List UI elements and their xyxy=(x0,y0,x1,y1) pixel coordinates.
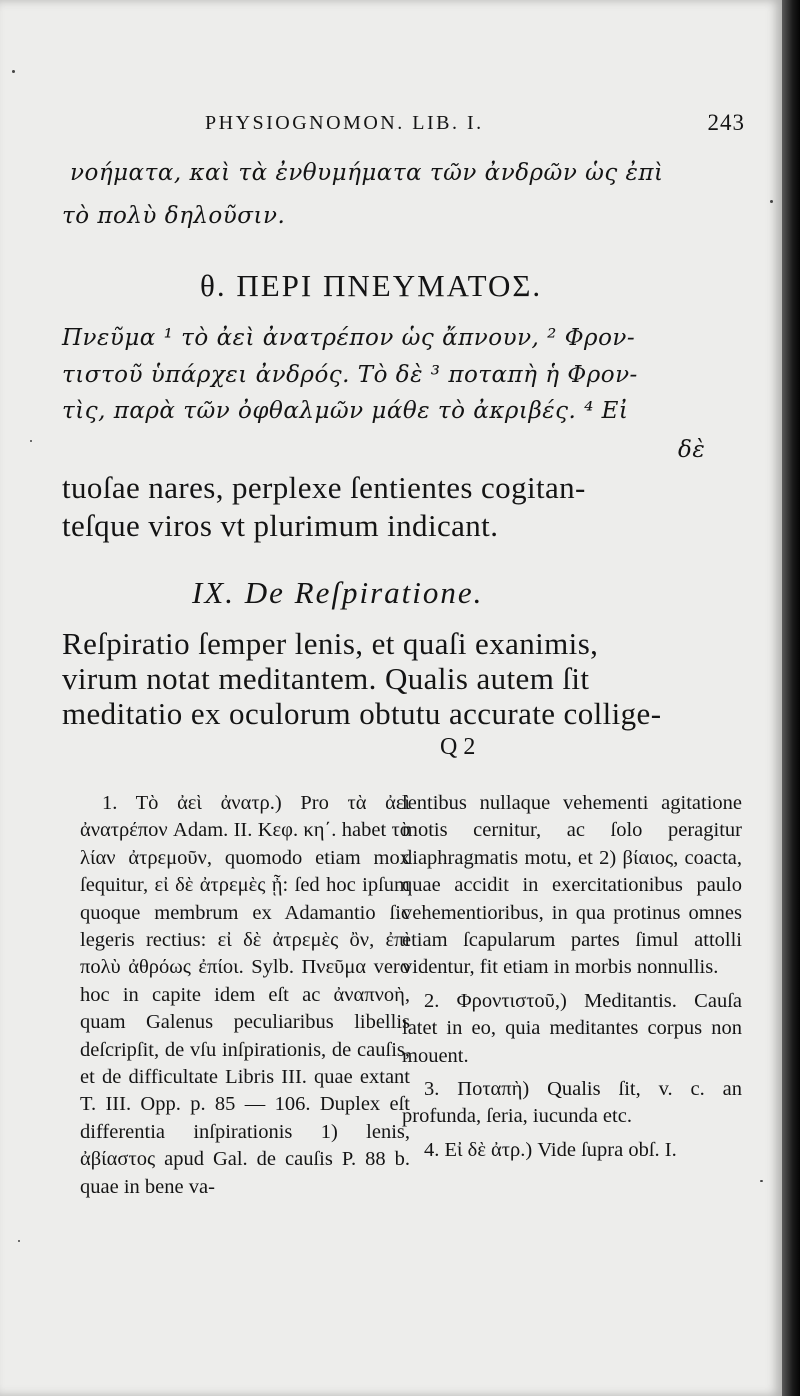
page-header xyxy=(205,112,745,146)
footnotes-left-column xyxy=(80,790,410,1207)
latin-line-4: virum notat meditantem. Qualis autem ſit xyxy=(62,661,590,696)
footnote-4: 4. Εἰ δὲ ἀτρ.) Vide ſupra obſ. I. xyxy=(424,1138,677,1161)
footnote-1-continued: lentibus nullaque vehementi agitatione motis cernitur, ac ſolo peragitur diaphragmatis motu, et 2) βίαιος, coacta, quae accidit in exercitationibus paulo vehementioribus, in qua protinus omnes etiam ſcapularum partes ſimul attolli videntur, fit etiam in morbis nonnullis. xyxy=(402,792,742,979)
page-edge-shadow xyxy=(782,0,800,1396)
paper-speck xyxy=(770,200,773,203)
running-title: PHYSIOGNOMON. LIB. I. xyxy=(205,112,484,134)
footnote-1: 1. Τὸ ἀεὶ ἀνατρ.) Pro τὰ ἀεὶ ἀνατρέπον Adam. II. Κεφ. κη΄. habet τὸ λίαν ἀτρεμοῦν, quomodo etiam mox ſequitur, εἰ δὲ ἀτρεμὲς ᾖ: ſed hoc ipſum quoque membrum ex Adamantio ſic legeris rectius: εἰ δὲ ἀτρεμὲς ὂν, ἐπὶ πολὺ ἀθρόως ἐπίοι. Sylb. Πνεῦμα vero hoc in capite idem eſt ac ἀναπνοὴ, quam Galenus peculiaribus libellis deſcripſit, de vſu inſpirationis, de cauſis, et de difficultate Libris III. quae extant T. III. Opp. p. 85 — 106. Duplex eſt differentia inſpirationis 1) lenis, ἀβίαστος apud Gal. de cauſis P. 88 b. quae in bene va- xyxy=(80,792,410,1198)
greek-line-1: νοήματα, καὶ τὰ ἐνθυμήματα τῶν ἀνδρῶν ὡς ἐπὶ xyxy=(70,160,664,186)
paper-speck xyxy=(18,1240,20,1242)
paper-speck xyxy=(760,1180,763,1182)
latin-line-3: Reſpiratio ſemper lenis, et quaſi exanimis, xyxy=(62,626,599,661)
footnote-3: 3. Ποταπὴ) Qualis ſit, v. c. an profunda, ſeria, iucunda etc. xyxy=(402,1078,742,1128)
greek-line-5: τὶς, παρὰ τῶν ὀφθαλμῶν μάθε τὸ ἀκριβές. ⁴ Εἰ xyxy=(62,398,629,424)
footnotes-right-column xyxy=(402,790,742,1170)
greek-line-2: τὸ πολὺ δηλοῦσιν. xyxy=(62,203,286,229)
paper-speck xyxy=(30,440,32,442)
greek-line-4: τιστοῦ ὑπάρχει ἀνδρός. Τὸ δὲ ³ ποταπὴ ἡ Φρον- xyxy=(62,362,638,388)
paper-speck xyxy=(12,70,15,73)
latin-line-1: tuoſae nares, perplexe ſentientes cogitan- xyxy=(62,470,586,505)
page-number: 243 xyxy=(707,110,745,135)
signature-mark: Q 2 xyxy=(440,734,476,760)
footnote-2: 2. Φροντιστοῦ,) Meditantis. Cauſa latet in eo, quia meditantes corpus non mouent. xyxy=(402,989,742,1067)
latin-section-heading: IX. De Reſpiratione. xyxy=(192,575,484,610)
greek-line-3: Πνεῦμα ¹ τὸ ἀεὶ ἀνατρέπον ὡς ἄπνουν, ² Φρον- xyxy=(62,325,636,351)
greek-catchword: δὲ xyxy=(678,437,706,463)
latin-line-2: teſque viros vt plurimum indicant. xyxy=(62,508,499,543)
latin-line-5: meditatio ex oculorum obtutu accurate collige- xyxy=(62,696,662,731)
greek-section-heading: θ. ΠΕΡΙ ΠΝΕΥΜΑΤΟΣ. xyxy=(200,268,543,303)
